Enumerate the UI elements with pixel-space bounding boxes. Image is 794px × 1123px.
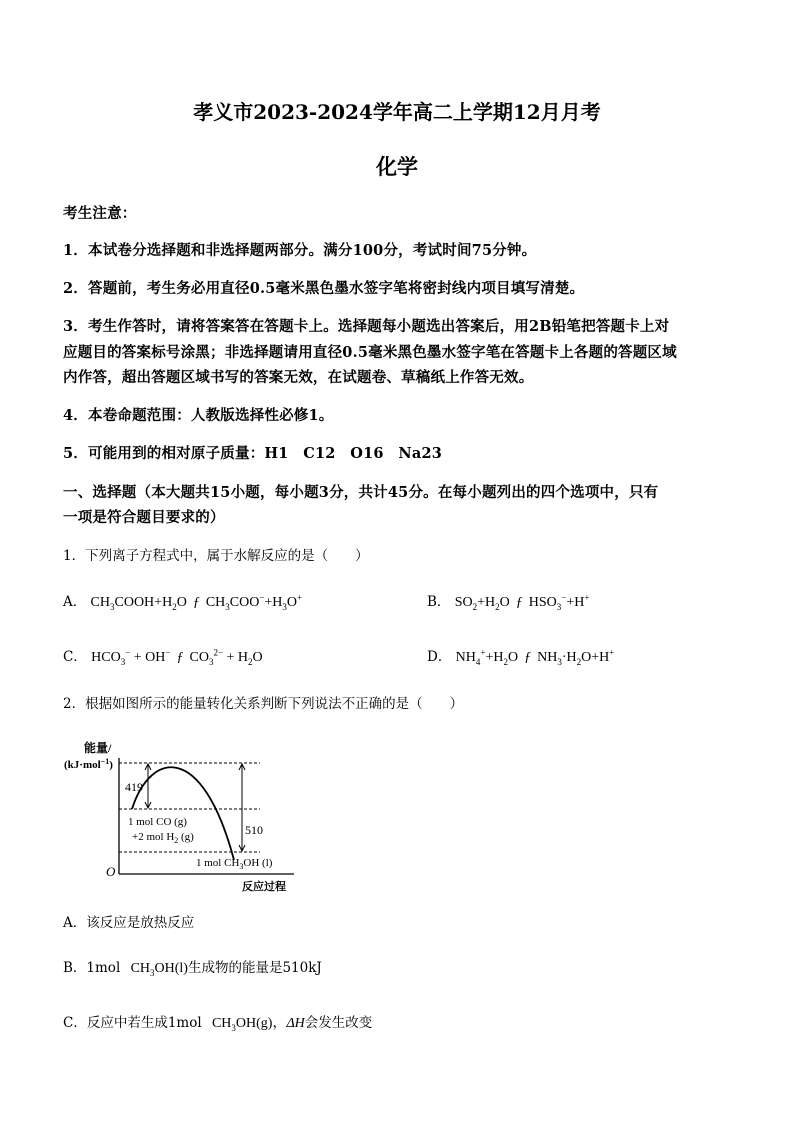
reactant-label-h2: +2 mol $H_2$ (g) bbox=[132, 831, 194, 845]
q2-option-c-formula: $CH_3OH(g)$，ΔH bbox=[211, 1016, 305, 1033]
notice-item-1: 1．本试卷分选择题和非选择题两部分。满分100分，考试时间75分钟。 bbox=[63, 242, 537, 259]
q1-option-b-key: B． bbox=[427, 594, 451, 610]
section-heading-line-2: 一项是符合题目要求的） bbox=[63, 509, 225, 526]
q2-option-b-text: B．1mol bbox=[63, 960, 121, 976]
product-label: 1 mol $CH_3OH$ (l) bbox=[196, 857, 273, 871]
reactant-label-co: 1 mol CO (g) bbox=[128, 816, 187, 828]
q2-option-b bbox=[63, 956, 322, 977]
notice-item-3: 3．考生作答时，请将答案答在答题卡上。选择题每小题选出答案后，用2B铅笔把答题卡上对 bbox=[63, 318, 670, 335]
value-419: 419 bbox=[125, 780, 143, 794]
notice-item-4: 4．本卷命题范围：人教版选择性必修1。 bbox=[63, 407, 334, 424]
q1-option-c-formula: $HCO_3^- + OH^-$ ƒ $CO_3^{2-} + H_2O$ bbox=[91, 647, 263, 667]
y-axis-label-2: (kJ·mol$^{-1}$) bbox=[64, 757, 113, 771]
q1-option-c-key: C． bbox=[63, 649, 87, 665]
subject-title: 化学 bbox=[376, 154, 418, 179]
value-510: 510 bbox=[245, 823, 263, 837]
q1-option-d-formula: $NH_4^++H_2O$ ƒ $NH_3\cdot H_2O+H^+$ bbox=[455, 647, 615, 667]
energy-curve bbox=[132, 767, 234, 860]
q1-option-a-formula: $CH_3COOH+H_2O$ ƒ $CH_3COO^-+H_3O^+$ bbox=[90, 592, 303, 612]
notice-item-3-cont-2: 内作答，超出答题区域书写的答案无效，在试题卷、草稿纸上作答无效。 bbox=[63, 369, 534, 386]
section-heading-line-1: 一、选择题（本大题共15小题，每小题3分，共计45分。在每小题列出的四个选项中，只有 bbox=[63, 484, 659, 501]
q1-option-d bbox=[427, 645, 614, 666]
x-axis-label: 反应过程 bbox=[242, 881, 286, 893]
exam-title: 孝义市2023-2024学年高二上学期12月月考 bbox=[193, 100, 601, 124]
q1-option-c bbox=[63, 645, 263, 666]
question-2-stem: 2．根据如图所示的能量转化关系判断下列说法不正确的是（ ） bbox=[63, 696, 464, 712]
notice-item-3-cont-1: 应题目的答案标号涂黑；非选择题请用直径0.5毫米黑色墨水签字笔在答题卡上各题的答题区域 bbox=[63, 344, 677, 361]
q2-option-c-text: C．反应中若生成1mol bbox=[63, 1015, 202, 1031]
q1-option-d-key: D． bbox=[427, 649, 452, 665]
q2-option-c bbox=[63, 1011, 372, 1032]
q1-option-b bbox=[427, 590, 589, 611]
q1-option-a bbox=[63, 590, 302, 611]
notice-item-2: 2．答题前，考生务必用直径0.5毫米黑色墨水签字笔将密封线内项目填写清楚。 bbox=[63, 280, 585, 297]
q2-option-c-tail: 会发生改变 bbox=[304, 1015, 373, 1031]
q2-option-a: A．该反应是放热反应 bbox=[63, 915, 195, 931]
notice-heading: 考生注意： bbox=[63, 205, 137, 222]
question-1-stem: 1．下列离子方程式中，属于水解反应的是（ ） bbox=[63, 548, 369, 564]
notice-item-5: 5．可能用到的相对原子质量：H1 C12 O16 Na23 bbox=[63, 445, 443, 462]
q2-option-b-formula: $CH_3OH(l)$ bbox=[130, 961, 188, 978]
energy-diagram bbox=[62, 730, 302, 895]
origin-label: O bbox=[106, 864, 116, 879]
q1-option-b-formula: $SO_2+H_2O$ ƒ $HSO_3^-+H^+$ bbox=[454, 592, 590, 612]
q1-option-a-key: A． bbox=[63, 594, 87, 610]
y-axis-label-1: 能量/ bbox=[84, 741, 112, 755]
q2-option-b-tail: 生成物的能量是510kJ bbox=[187, 960, 322, 976]
